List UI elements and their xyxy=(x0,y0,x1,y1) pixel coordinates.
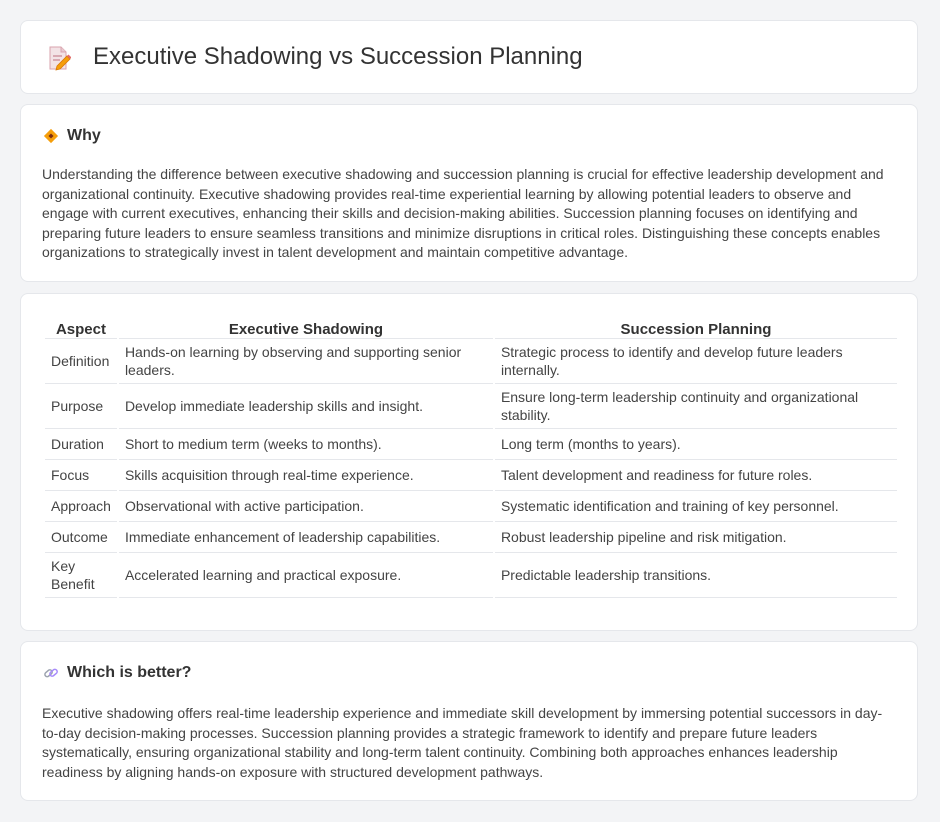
diamond-sign-icon xyxy=(43,128,59,144)
table-row xyxy=(45,522,897,553)
column-header-aspect: Aspect xyxy=(45,316,117,339)
row-executive-shadowing: Observational with active participation. xyxy=(119,491,493,522)
why-heading: Why xyxy=(67,127,101,144)
comparison-table xyxy=(43,316,899,598)
row-executive-shadowing: Skills acquisition through real-time experience. xyxy=(119,460,493,491)
why-text: Understanding the difference between executive shadowing and succession planning is crucial for effective leadership development and organizational continuity. Executive shadowing provides real-time experiential learning by allowing potential leaders to observe and engage with current executives, enhancing their skills and decision-making abilities. Succession planning focuses on identifying and preparing future leaders to ensure seamless transitions and minimize disruptions in critical roles. Distinguishing these concepts enables organizations to strategically invest in talent development and maintain competitive advantage. xyxy=(42,166,884,260)
row-succession-planning: Strategic process to identify and develop future leaders internally. xyxy=(495,339,897,384)
row-aspect: Approach xyxy=(45,491,117,522)
document-pencil-icon xyxy=(47,45,71,71)
row-aspect: Outcome xyxy=(45,522,117,553)
comparison-card xyxy=(20,293,918,631)
table-row xyxy=(45,491,897,522)
page-title: Executive Shadowing vs Succession Planning xyxy=(93,43,583,70)
which-is-better-text: Executive shadowing offers real-time leadership experience and immediate skill development by immersing potential successors in day-to-day decision-making processes. Succession planning provides a strategic framework to identify and prepare future leaders systematically, ensuring organizational stability and long-term talent continuity. Combining both approaches enhances leadership readiness by aligning hands-on exposure with structured development pathways. xyxy=(42,705,883,780)
row-aspect: Duration xyxy=(45,429,117,460)
row-aspect: Key Benefit xyxy=(45,553,117,598)
why-section xyxy=(20,104,918,282)
row-succession-planning: Talent development and readiness for future roles. xyxy=(495,460,897,491)
row-aspect: Definition xyxy=(45,339,117,384)
row-succession-planning: Predictable leadership transitions. xyxy=(495,553,897,598)
table-row xyxy=(45,553,897,598)
row-aspect: Purpose xyxy=(45,384,117,429)
row-executive-shadowing: Develop immediate leadership skills and insight. xyxy=(119,384,493,429)
row-executive-shadowing: Hands-on learning by observing and supporting senior leaders. xyxy=(119,339,493,384)
table-header-row xyxy=(45,316,897,339)
which-is-better-section xyxy=(20,641,918,801)
row-executive-shadowing: Immediate enhancement of leadership capabilities. xyxy=(119,522,493,553)
which-is-better-heading: Which is better? xyxy=(67,664,192,681)
table-row xyxy=(45,429,897,460)
row-succession-planning: Robust leadership pipeline and risk mitigation. xyxy=(495,522,897,553)
row-succession-planning: Long term (months to years). xyxy=(495,429,897,460)
table-row xyxy=(45,384,897,429)
table-row xyxy=(45,339,897,384)
row-executive-shadowing: Short to medium term (weeks to months). xyxy=(119,429,493,460)
header-card xyxy=(20,20,918,94)
column-header-succession-planning: Succession Planning xyxy=(495,316,897,339)
row-aspect: Focus xyxy=(45,460,117,491)
table-row xyxy=(45,460,897,491)
row-executive-shadowing: Accelerated learning and practical exposure. xyxy=(119,553,493,598)
row-succession-planning: Systematic identification and training of key personnel. xyxy=(495,491,897,522)
column-header-executive-shadowing: Executive Shadowing xyxy=(119,316,493,339)
row-succession-planning: Ensure long-term leadership continuity and organizational stability. xyxy=(495,384,897,429)
link-icon xyxy=(43,665,59,681)
